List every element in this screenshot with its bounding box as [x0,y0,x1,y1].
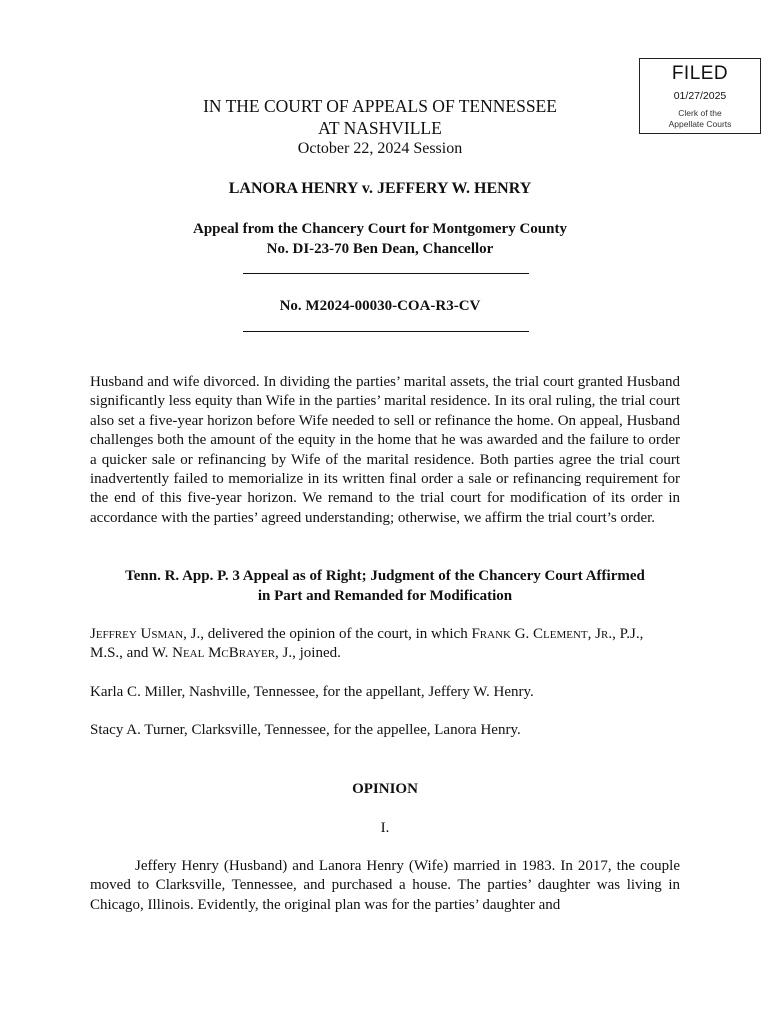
judges-line [90,625,680,664]
holding-line-2: in Part and Remanded for Modification [257,587,513,604]
opinion-paragraph: Jeffery Henry (Husband) and Lanora Henry (Wife) married in 1983. In 2017, the couple moved to Clarksville, Tennessee, and purchased a house. The parties’ daughter was living in Chicago, Illinois. Evidently, the original plan was for the parties’ daughter and [90,858,680,913]
filed-label: FILED [671,63,729,84]
clerk-line-2: Appellate Courts [668,119,732,129]
counsel-appellee: Stacy A. Turner, Clarksville, Tennessee, for the appellee, Lanora Henry. [90,722,521,738]
court-location: AT NASHVILLE [318,118,442,138]
third-judge: Neal McBrayer [172,645,276,662]
second-judge-text: , P.J., M.S., and W. [90,626,644,662]
court-name: IN THE COURT OF APPEALS OF TENNESSEE [203,96,557,116]
third-judge-text: , J., joined. [275,645,341,662]
filed-date: 01/27/2025 [673,90,727,102]
divider-top [243,273,529,274]
divider-bottom [243,331,529,332]
opinion-heading: OPINION [352,781,418,797]
author-judge: Jeffrey Usman [90,626,184,642]
holding-line-1: Tenn. R. App. P. 3 Appeal as of Right; Judgment of the Chancery Court Affirmed [125,568,645,584]
clerk-line-1: Clerk of the [678,108,722,118]
trial-case-number: No. DI-23-70 Ben Dean, Chancellor [266,241,494,257]
case-title: LANORA HENRY v. JEFFERY W. HENRY [228,180,532,197]
counsel-appellant: Karla C. Miller, Nashville, Tennessee, for the appellant, Jeffery W. Henry. [90,684,534,700]
holding [90,567,680,606]
author-text: , J., delivered the opinion of the court, in which [183,626,472,642]
second-judge: Frank G. Clement, Jr. [471,626,613,642]
section-number: I. [380,820,390,836]
appeal-origin: Appeal from the Chancery Court for Montgomery County [193,221,567,237]
session-date: October 22, 2024 Session [297,140,463,157]
case-summary: Husband and wife divorced. In dividing the parties’ marital assets, the trial court granted Husband significantly less equity than Wife in the parties’ marital residence. In its oral ruling, the trial court also set a five-year horizon before Wife needed to sell or refinance the home. On appeal, Husband challenges both the amount of the equity in the home that he was awarded and the failure to order a quicker sale or refinancing by Wife of the marital residence. Both parties agree the trial court inadvertently failed to memorialize in its written final order a sale or refinancing requirement for the end of this five-year horizon. We remand to the trial court for modification of its order in accordance with the parties’ agreed understanding; otherwise, we affirm the trial court’s order. [90,374,680,526]
docket-number: No. M2024-00030-COA-R3-CV [279,298,481,314]
